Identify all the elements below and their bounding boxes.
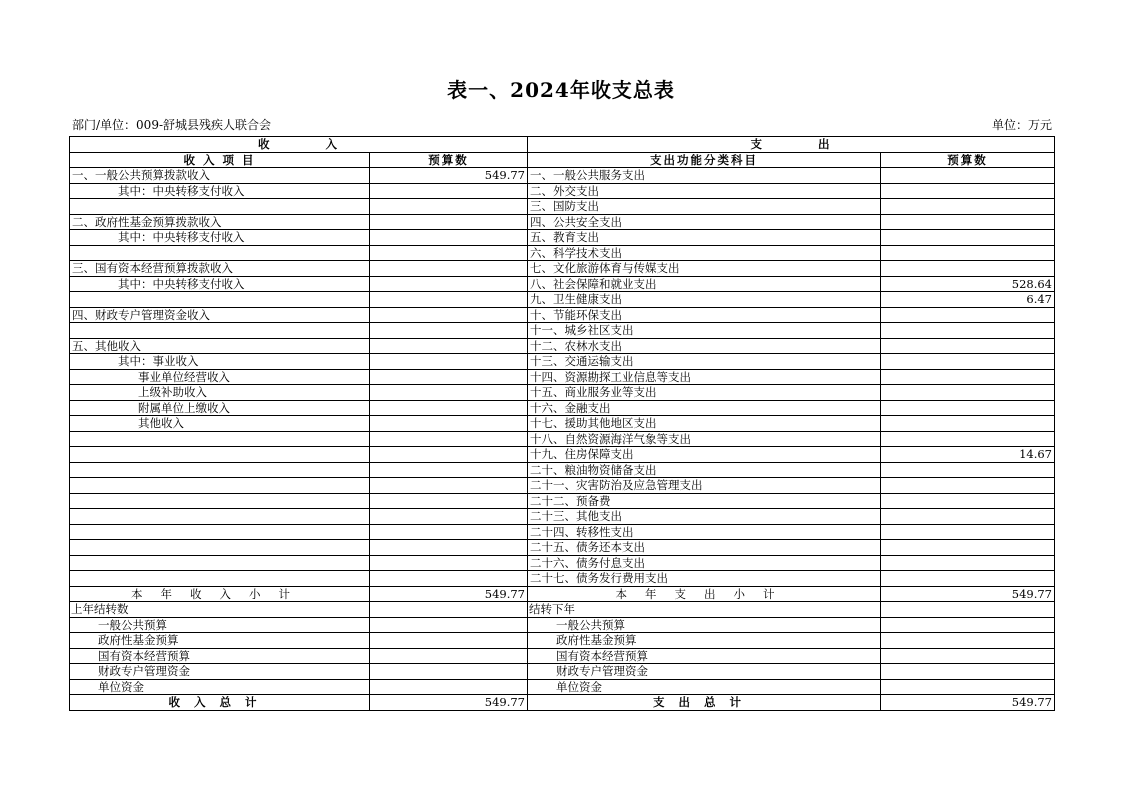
expense-value-cell [881, 524, 1055, 540]
income-item-cell [70, 493, 370, 509]
expense-item-cell: 六、科学技术支出 [528, 245, 881, 261]
expense-value-cell [881, 400, 1055, 416]
carry-row [70, 617, 1055, 633]
table-row [70, 338, 1055, 354]
expense-item-cell: 十、节能环保支出 [528, 307, 881, 323]
income-subtotal-label: 本年收入小计 [70, 586, 370, 602]
table-row [70, 245, 1055, 261]
income-item-cell [70, 462, 370, 478]
expense-item-cell: 二、外交支出 [528, 183, 881, 199]
carry-expense-cell: 单位资金 [528, 679, 881, 695]
income-value-cell [370, 292, 528, 308]
table-row [70, 555, 1055, 571]
expense-value-cell [881, 509, 1055, 525]
income-value-cell [370, 400, 528, 416]
expense-budget-header: 预算数 [881, 152, 1055, 168]
page-title: 表一、2024年收支总表 [447, 78, 675, 102]
expense-value-cell [881, 261, 1055, 277]
expense-item-cell: 十五、商业服务业等支出 [528, 385, 881, 401]
carry-expense-value [881, 602, 1055, 618]
income-value-cell [370, 509, 528, 525]
income-value-cell [370, 214, 528, 230]
income-item-cell [70, 524, 370, 540]
income-value-cell [370, 354, 528, 370]
income-value-cell [370, 540, 528, 556]
income-item-cell [70, 245, 370, 261]
carry-expense-value [881, 617, 1055, 633]
expense-item-cell: 十七、援助其他地区支出 [528, 416, 881, 432]
table-row [70, 214, 1055, 230]
expense-item-cell: 八、社会保障和就业支出 [528, 276, 881, 292]
income-item-cell: 三、国有资本经营预算拨款收入 [70, 261, 370, 277]
income-value-cell [370, 478, 528, 494]
expense-item-cell: 五、教育支出 [528, 230, 881, 246]
expense-value-cell [881, 462, 1055, 478]
table-row [70, 168, 1055, 184]
income-value-cell [370, 416, 528, 432]
expense-item-cell: 十四、资源勘探工业信息等支出 [528, 369, 881, 385]
table-row [70, 307, 1055, 323]
expense-item-cell: 二十一、灾害防治及应急管理支出 [528, 478, 881, 494]
carry-expense-cell: 国有资本经营预算 [528, 648, 881, 664]
expense-value-cell [881, 183, 1055, 199]
carry-row [70, 648, 1055, 664]
carry-income-cell: 上年结转数 [70, 602, 370, 618]
carry-expense-cell: 政府性基金预算 [528, 633, 881, 649]
expense-item-cell: 四、公共安全支出 [528, 214, 881, 230]
carry-expense-value [881, 664, 1055, 680]
expense-subtotal-label: 本年支出小计 [528, 586, 881, 602]
income-value-cell [370, 338, 528, 354]
income-item-cell: 一、一般公共预算拨款收入 [70, 168, 370, 184]
table-row [70, 369, 1055, 385]
expense-value-cell [881, 478, 1055, 494]
table-row [70, 416, 1055, 432]
income-value-cell [370, 571, 528, 587]
expense-item-cell: 三、国防支出 [528, 199, 881, 215]
expense-value-cell [881, 199, 1055, 215]
expense-item-cell: 十八、自然资源海洋气象等支出 [528, 431, 881, 447]
income-value-cell [370, 431, 528, 447]
table-row [70, 431, 1055, 447]
carry-expense-cell: 财政专户管理资金 [528, 664, 881, 680]
income-item-cell [70, 478, 370, 494]
income-item-cell: 其中：中央转移支付收入 [70, 183, 370, 199]
expense-item-cell: 九、卫生健康支出 [528, 292, 881, 308]
expense-item-cell: 二十五、债务还本支出 [528, 540, 881, 556]
expense-value-cell [881, 354, 1055, 370]
income-item-cell: 上级补助收入 [70, 385, 370, 401]
table-row [70, 230, 1055, 246]
table-row [70, 524, 1055, 540]
table-row [70, 292, 1055, 308]
expense-item-cell: 二十二、预备费 [528, 493, 881, 509]
income-item-cell: 事业单位经营收入 [70, 369, 370, 385]
income-item-cell [70, 447, 370, 463]
carry-expense-cell: 一般公共预算 [528, 617, 881, 633]
table-row [70, 478, 1055, 494]
expense-header: 支 出 [528, 137, 1055, 153]
table-row [70, 276, 1055, 292]
carry-income-value [370, 664, 528, 680]
expense-item-cell: 二十七、债务发行费用支出 [528, 571, 881, 587]
expense-value-cell [881, 493, 1055, 509]
carry-expense-value [881, 633, 1055, 649]
expense-item-cell: 二十六、债务付息支出 [528, 555, 881, 571]
expense-total-value: 549.77 [881, 695, 1055, 711]
expense-value-cell [881, 555, 1055, 571]
income-value-cell [370, 276, 528, 292]
carry-row [70, 602, 1055, 618]
income-item-cell [70, 571, 370, 587]
table-row [70, 493, 1055, 509]
income-value-cell [370, 524, 528, 540]
expense-value-cell [881, 245, 1055, 261]
carry-expense-cell: 结转下年 [528, 602, 881, 618]
income-budget-header: 预算数 [370, 152, 528, 168]
expense-item-cell: 十三、交通运输支出 [528, 354, 881, 370]
income-value-cell [370, 307, 528, 323]
expense-value-cell: 6.47 [881, 292, 1055, 308]
table-row [70, 183, 1055, 199]
carry-row [70, 633, 1055, 649]
income-value-cell [370, 261, 528, 277]
income-item-cell [70, 323, 370, 339]
carry-expense-value [881, 679, 1055, 695]
income-item-cell [70, 199, 370, 215]
income-item-cell [70, 292, 370, 308]
expense-value-cell [881, 214, 1055, 230]
expense-value-cell [881, 540, 1055, 556]
income-item-cell [70, 540, 370, 556]
expense-item-cell: 十六、金融支出 [528, 400, 881, 416]
income-item-cell: 其中：中央转移支付收入 [70, 230, 370, 246]
expense-item-cell: 十九、住房保障支出 [528, 447, 881, 463]
table-row [70, 261, 1055, 277]
carry-income-cell: 财政专户管理资金 [70, 664, 370, 680]
income-value-cell [370, 462, 528, 478]
carry-row [70, 664, 1055, 680]
income-item-cell: 其中：中央转移支付收入 [70, 276, 370, 292]
income-value-cell [370, 230, 528, 246]
carry-expense-value [881, 648, 1055, 664]
carry-income-value [370, 679, 528, 695]
expense-item-header: 支出功能分类科目 [528, 152, 881, 168]
subtotal-row [70, 586, 1055, 602]
expense-value-cell: 14.67 [881, 447, 1055, 463]
income-total-label: 收入总计 [70, 695, 370, 711]
table-row [70, 509, 1055, 525]
income-item-cell [70, 555, 370, 571]
expense-value-cell [881, 369, 1055, 385]
expense-value-cell [881, 431, 1055, 447]
income-header: 收 入 [70, 137, 528, 153]
income-total-value: 549.77 [370, 695, 528, 711]
expense-value-cell [881, 307, 1055, 323]
income-value-cell [370, 199, 528, 215]
expense-value-cell [881, 168, 1055, 184]
income-item-cell: 二、政府性基金预算拨款收入 [70, 214, 370, 230]
expense-item-cell: 十二、农林水支出 [528, 338, 881, 354]
table-row [70, 385, 1055, 401]
carry-income-value [370, 648, 528, 664]
table-row [70, 354, 1055, 370]
expense-subtotal-value: 549.77 [881, 586, 1055, 602]
expense-value-cell [881, 323, 1055, 339]
carry-income-cell: 国有资本经营预算 [70, 648, 370, 664]
carry-row [70, 679, 1055, 695]
carry-income-cell: 一般公共预算 [70, 617, 370, 633]
income-value-cell [370, 183, 528, 199]
income-item-cell [70, 509, 370, 525]
expense-value-cell [881, 385, 1055, 401]
income-item-cell [70, 431, 370, 447]
income-subtotal-value: 549.77 [370, 586, 528, 602]
table-row [70, 462, 1055, 478]
income-value-cell [370, 369, 528, 385]
income-value-cell [370, 385, 528, 401]
expense-value-cell [881, 338, 1055, 354]
table-row [70, 199, 1055, 215]
expense-value-cell: 528.64 [881, 276, 1055, 292]
unit-label: 单位：万元 [991, 118, 1052, 132]
income-value-cell [370, 555, 528, 571]
carry-income-value [370, 617, 528, 633]
income-item-cell: 四、财政专户管理资金收入 [70, 307, 370, 323]
expense-item-cell: 十一、城乡社区支出 [528, 323, 881, 339]
expense-item-cell: 二十三、其他支出 [528, 509, 881, 525]
income-item-header: 收 入 项 目 [70, 152, 370, 168]
income-item-cell: 其他收入 [70, 416, 370, 432]
expense-value-cell [881, 230, 1055, 246]
expense-item-cell: 二十四、转移性支出 [528, 524, 881, 540]
expense-value-cell [881, 571, 1055, 587]
income-item-cell: 五、其他收入 [70, 338, 370, 354]
expense-item-cell: 二十、粮油物资储备支出 [528, 462, 881, 478]
income-value-cell [370, 493, 528, 509]
department-label: 部门/单位：009-舒城县残疾人联合会 [72, 118, 272, 132]
income-value-cell [370, 447, 528, 463]
table-row [70, 323, 1055, 339]
income-item-cell: 附属单位上缴收入 [70, 400, 370, 416]
expense-value-cell [881, 416, 1055, 432]
header-row-1 [70, 137, 1055, 153]
expense-item-cell: 七、文化旅游体育与传媒支出 [528, 261, 881, 277]
table-row [70, 447, 1055, 463]
table-row [70, 571, 1055, 587]
budget-table [69, 136, 1055, 711]
header-row-2 [70, 152, 1055, 168]
income-item-cell: 其中：事业收入 [70, 354, 370, 370]
carry-income-value [370, 633, 528, 649]
carry-income-cell: 单位资金 [70, 679, 370, 695]
expense-total-label: 支出总计 [528, 695, 881, 711]
table-row [70, 540, 1055, 556]
carry-income-cell: 政府性基金预算 [70, 633, 370, 649]
income-value-cell [370, 323, 528, 339]
carry-income-value [370, 602, 528, 618]
income-value-cell: 549.77 [370, 168, 528, 184]
table-row [70, 400, 1055, 416]
expense-item-cell: 一、一般公共服务支出 [528, 168, 881, 184]
total-row [70, 695, 1055, 711]
income-value-cell [370, 245, 528, 261]
